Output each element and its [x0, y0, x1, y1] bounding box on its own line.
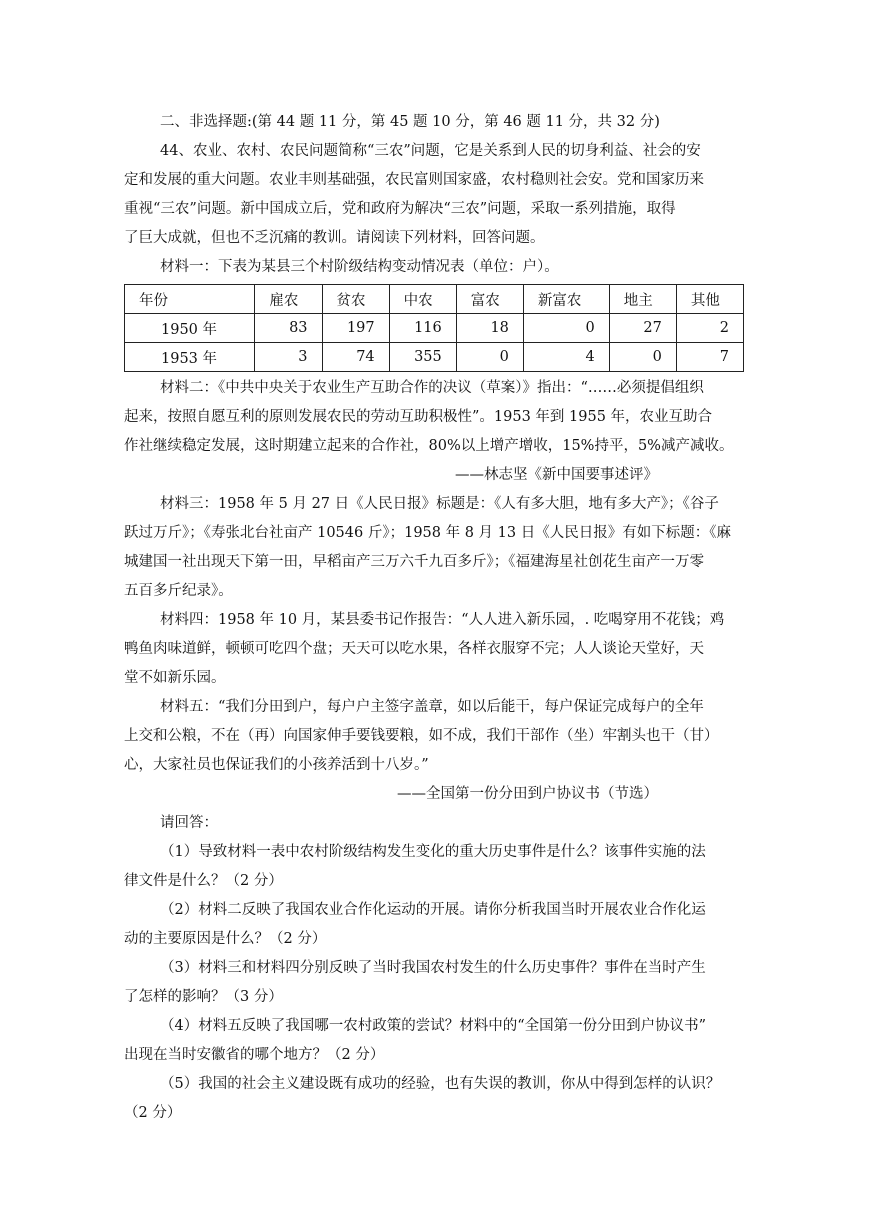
- material4-line: 鸭鱼肉味道鲜，顿顿可吃四个盘；天天可以吃水果，各样衣服穿不完；人人谈论天堂好，天: [124, 641, 704, 657]
- table-cell: 197: [322, 314, 389, 343]
- intro-line: 了巨大成就，但也不乏沉痛的教训。请阅读下列材料，回答问题。: [124, 230, 545, 246]
- questions: [124, 838, 744, 1128]
- table-header-cell: 年份: [125, 285, 255, 314]
- material3-line: 材料三：1958 年 5 月 27 日《人民日报》标题是：《人有多大胆，地有多大产》；《谷子: [160, 496, 719, 512]
- table-header-cell: 中农: [389, 285, 456, 314]
- material2-source: ——林志坚《新中国要事述评》: [455, 467, 658, 483]
- material5-line: 上交和公粮，不在（再）向国家伸手要钱要粮，如不成，我们干部作（坐）牢割头也干（甘）: [124, 728, 719, 744]
- table-cell-year: 1950 年: [125, 314, 255, 343]
- question-line: 律文件是什么？（2 分）: [124, 873, 283, 889]
- table-cell: 0: [456, 343, 523, 372]
- question-44-intro: [124, 137, 744, 253]
- material2-line: 材料二：《中共中央关于农业生产互助合作的决议（草案）》指出：“……必须提倡组织: [160, 380, 704, 396]
- material2: [124, 374, 744, 490]
- table-cell: 2: [676, 314, 743, 343]
- question-line: 了怎样的影响？（3 分）: [124, 989, 283, 1005]
- question-line: （5）我国的社会主义建设既有成功的经验，也有失误的教训，你从中得到怎样的认识？: [160, 1076, 721, 1092]
- table-cell: 355: [389, 343, 456, 372]
- question-item: [124, 838, 744, 896]
- table-header-cell: 贫农: [322, 285, 389, 314]
- material5-source: ——全国第一份分田到户协议书（节选）: [397, 786, 658, 802]
- table-cell: 0: [609, 343, 676, 372]
- question-line: （3）材料三和材料四分别反映了当时我国农村发生的什么历史事件？事件在当时产生: [160, 960, 706, 976]
- table-header-row: [125, 285, 744, 314]
- material4-line: 材料四：1958 年 10 月，某县委书记作报告：“人人进入新乐园，. 吃喝穿用不花钱；鸡: [160, 612, 725, 628]
- material2-line: 作社继续稳定发展，这时期建立起来的合作社，80%以上增产增收，15%持平，5%减产减收。: [124, 438, 734, 454]
- class-structure-table: [124, 284, 744, 372]
- table-header-cell: 其他: [676, 285, 743, 314]
- table-cell: 4: [523, 343, 609, 372]
- question-item: [124, 1070, 744, 1128]
- table-row: [125, 343, 744, 372]
- table-cell: 27: [609, 314, 676, 343]
- section-title: 二、非选择题:(第 44 题 11 分，第 45 题 10 分，第 46 题 11 分，共 32 分): [160, 114, 660, 130]
- table-cell: 83: [255, 314, 322, 343]
- table-header-cell: 新富农: [523, 285, 609, 314]
- question-item: [124, 896, 744, 954]
- table-cell: 74: [322, 343, 389, 372]
- table-cell: 3: [255, 343, 322, 372]
- table-header-cell: 富农: [456, 285, 523, 314]
- question-item: [124, 954, 744, 1012]
- intro-line: 44、农业、农村、农民问题简称“三农”问题，它是关系到人民的切身利益、社会的安: [160, 143, 701, 159]
- table-header-cell: 雇农: [255, 285, 322, 314]
- material3-line: 城建国一社出现天下第一田，早稻亩产三万六千九百多斤》；《福建海星社创花生亩产一万零: [124, 554, 704, 570]
- table-cell: 0: [523, 314, 609, 343]
- table-header-cell: 地主: [609, 285, 676, 314]
- material5-line: 材料五：“我们分田到户，每户户主签字盖章，如以后能干，每户保证完成每户的全年: [160, 699, 704, 715]
- material2-line: 起来，按照自愿互利的原则发展农民的劳动互助积极性”。1953 年到 1955 年，农业互助合: [124, 409, 713, 425]
- table-row: [125, 314, 744, 343]
- question-line: （1）导致材料一表中农村阶级结构发生变化的重大历史事件是什么？该事件实施的法: [160, 844, 706, 860]
- material4-line: 堂不如新乐园。: [124, 670, 226, 686]
- question-line: （2 分）: [124, 1105, 182, 1121]
- material5: [124, 693, 744, 809]
- table-cell: 7: [676, 343, 743, 372]
- question-line: 动的主要原因是什么？（2 分）: [124, 931, 327, 947]
- intro-line: 重视“三农”问题。新中国成立后，党和政府为解决“三农”问题，采取一系列措施，取得: [124, 201, 676, 217]
- intro-line: 定和发展的重大问题。农业丰则基础强，农民富则国家盛，农村稳则社会安。党和国家历来: [124, 172, 704, 188]
- question-line: （2）材料二反映了我国农业合作化运动的开展。请你分析我国当时开展农业合作化运: [160, 902, 706, 918]
- table-cell: 18: [456, 314, 523, 343]
- answer-prompt: 请回答：: [160, 815, 218, 831]
- material1-caption: 材料一：下表为某县三个村阶级结构变动情况表（单位：户）。: [160, 259, 559, 275]
- material4: [124, 606, 744, 693]
- table-cell: 116: [389, 314, 456, 343]
- question-line: （4）材料五反映了我国哪一农村政策的尝试？材料中的“全国第一份分田到户协议书”: [160, 1018, 707, 1034]
- question-line: 出现在当时安徽省的哪个地方？（2 分）: [124, 1047, 385, 1063]
- material3-line: 跃过万斤》；《寿张北台社亩产 10546 斤》；1958 年 8 月 13 日《人民日报》有如下标题：《麻: [124, 525, 731, 541]
- material5-line: 心，大家社员也保证我们的小孩养活到十八岁。”: [124, 757, 429, 773]
- question-item: [124, 1012, 744, 1070]
- table-cell-year: 1953 年: [125, 343, 255, 372]
- exam-page: [124, 108, 744, 1128]
- material3: [124, 490, 744, 606]
- material3-line: 五百多斤纪录》。: [124, 583, 233, 599]
